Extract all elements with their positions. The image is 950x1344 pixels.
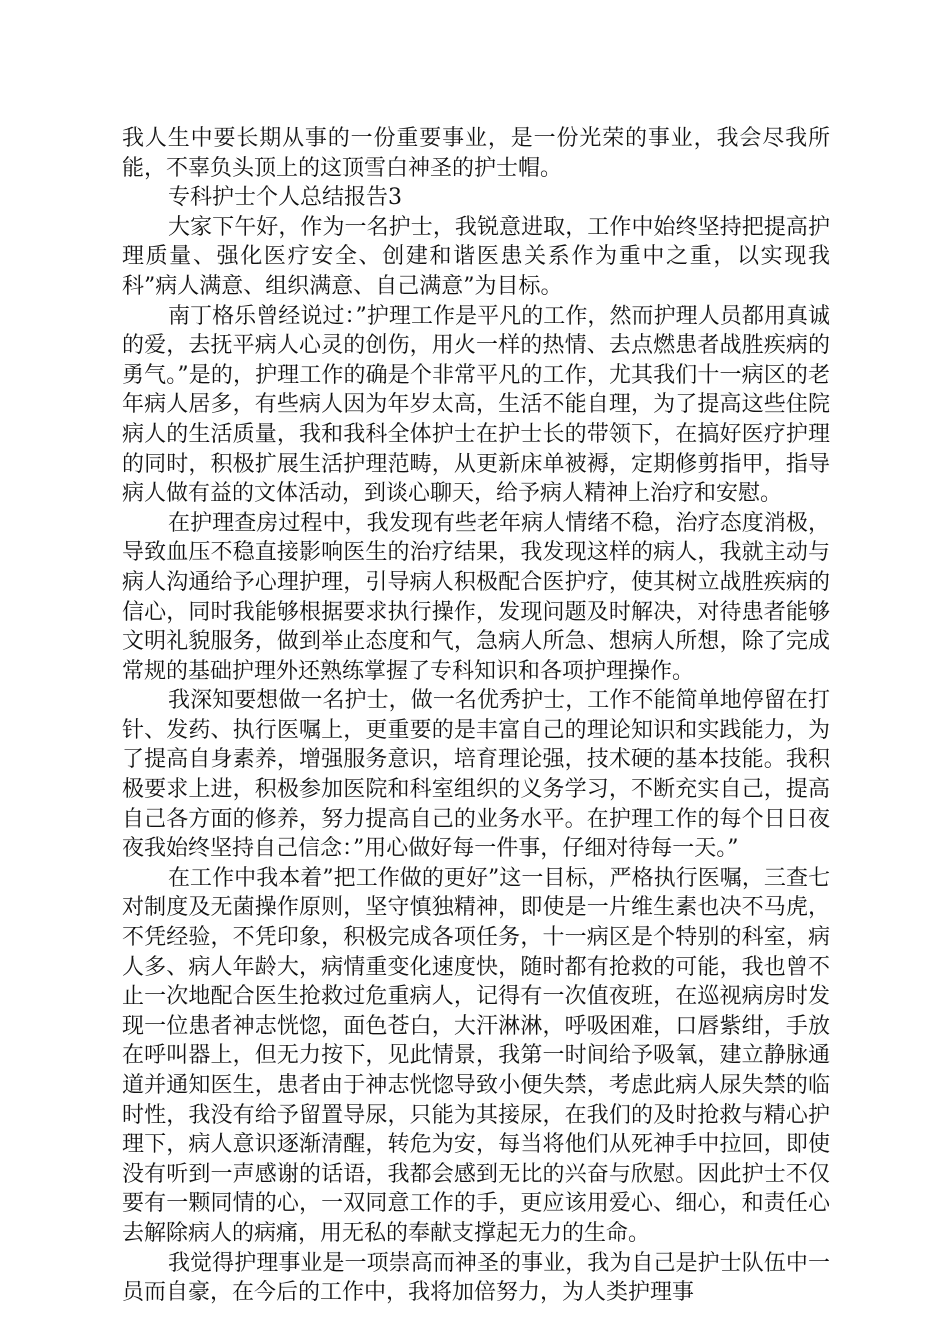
paragraph-skills: 我深知要想做一名护士，做一名优秀护士，工作不能简单地停留在打针、发药、执行医嘱上，更重要的是丰富自己的理论知识和实践能力，为了提高自身素养，增强服务意识，培育理论强，技术硬的基本技能。我积极要求上进，积极参加医院和科室组织的义务学习，不断充实自己，提高自己各方面的修养，努力提高自己的业务水平。在护理工作的每个日日夜夜我始终坚持自己信念：”用心做好每一件事，仔细对待每一天。” bbox=[122, 688, 830, 862]
paragraph-ward-rounds: 在护理查房过程中，我发现有些老年病人情绪不稳，治疗态度消极，导致血压不稳直接影响医生的治疗结果，我发现这样的病人，我就主动与病人沟通给予心理护理，引导病人积极配合医护疗，使其树立战胜疾病的信心，同时我能够根据要求执行操作，发现问题及时解决，对待患者能够文明礼貌服务，做到举止态度和气，急病人所急、想病人所想，除了完成常规的基础护理外还熟练掌握了专科知识和各项护理操作。 bbox=[122, 510, 830, 684]
paragraph-intro-continuation: 我人生中要长期从事的一份重要事业，是一份光荣的事业，我会尽我所能，不辜负头顶上的这顶雪白神圣的护士帽。 bbox=[122, 126, 830, 181]
paragraph-work-goal: 在工作中我本着”把工作做的更好”这一目标，严格执行医嘱，三查七对制度及无菌操作原则，坚守慎独精神，即使是一片维生素也决不马虎，不凭经验，不凭印象，积极完成各项任务，十一病区是个特别的科室，病人多、病人年龄大，病情重变化速度快，随时都有抢救的可能，我也曾不止一次地配合医生抢救过危重病人，记得有一次值夜班，在巡视病房时发现一位患者神志恍惚，面色苍白，大汗淋淋，呼吸困难，口唇紫绀，手放在呼叫器上，但无力按下，见此情景，我第一时间给予吸氧，建立静脉通道并通知医生，患者由于神志恍惚导致小便失禁，考虑此病人尿失禁的临时性，我没有给予留置导尿，只能为其接尿，在我们的及时抢救与精心护理下，病人意识逐渐清醒，转危为安，每当将他们从死神手中拉回，即使没有听到一声感谢的话语，我都会感到无比的兴奋与欣慰。因此护士不仅要有一颗同情的心，一双同意工作的手，更应该用爱心、细心，和责任心去解除病人的病痛，用无私的奉献支撑起无力的生命。 bbox=[122, 865, 830, 1246]
paragraph-closing: 我觉得护理事业是一项崇高而神圣的事业，我为自己是护士队伍中一员而自豪，在今后的工作中，我将加倍努力，为人类护理事 bbox=[122, 1250, 830, 1306]
paragraph-nightingale-quote: 南丁格乐曾经说过：”护理工作是平凡的工作，然而护理人员都用真诚的爱，去抚平病人心灵的创伤，用火一样的热情、去点燃患者战胜疾病的勇气。”是的，护理工作的确是个非常平凡的工作，尤其我们十一病区的老年病人居多，有些病人因为年岁太高，生活不能自理，为了提高这些住院病人的生活质量，我和我科全体护士在护士长的带领下，在搞好医疗护理的同时，积极扩展生活护理范畴，从更新床单被褥，定期修剪指甲，指导病人做有益的文体活动，到谈心聊天，给予病人精神上治疗和安慰。 bbox=[122, 303, 830, 507]
document-body bbox=[122, 124, 830, 1308]
section-heading: 专科护士个人总结报告3 bbox=[168, 185, 402, 211]
paragraph-greeting: 大家下午好，作为一名护士，我锐意进取，工作中始终坚持把提高护理质量、强化医疗安全、创建和谐医患关系作为重中之重，以实现我科”病人满意、组织满意、自己满意”为目标。 bbox=[122, 214, 830, 299]
